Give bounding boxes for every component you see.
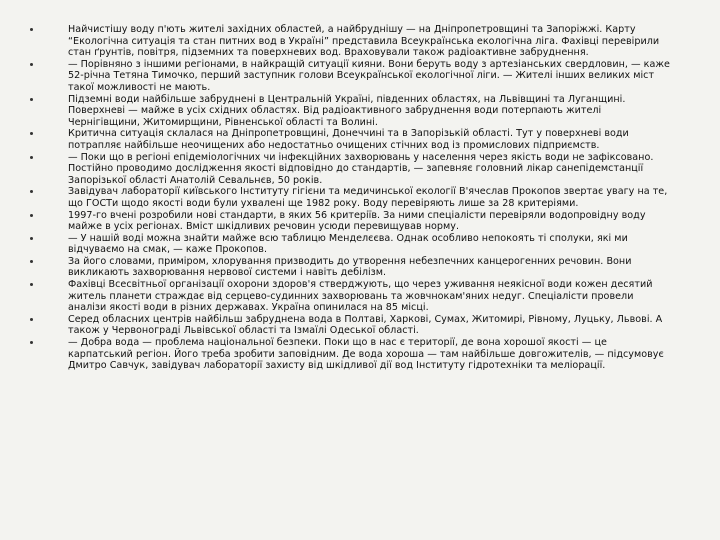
bullet-icon <box>30 63 33 66</box>
bullet-text: — Поки що в регіоні епідеміологічних чи інфекційних захворювань у населення через якість води не зафіксовано. Постійно проводимо дослідження якості відповідно до стандартів, — запевняє головний лікар санепідемстанції Запорізької області Анатолій Севальнєв, 50 років. <box>68 151 654 186</box>
bullet-text: Підземні води найбільше забруднені в Центральній Україні, південних областях, на Львівщині та Луганщині. Поверхневі — майже в усіх східних областях. Від радіоактивного забруднення води потерпають жителі Чернігівщини, Житомирщини, Рівненської області та Волині. <box>68 93 626 128</box>
bullet-item <box>30 59 670 94</box>
bullet-item <box>30 152 670 187</box>
bullet-item <box>30 233 670 256</box>
bullet-icon <box>30 283 33 286</box>
bullet-icon <box>30 156 33 159</box>
bullet-icon <box>30 318 33 321</box>
bullet-icon <box>30 190 33 193</box>
bullet-item <box>30 94 670 129</box>
bullet-text: Критична ситуація склалася на Дніпропетровщині, Донеччині та в Запорізькій області. Тут у поверхневі води потрапляє найбільше неочищених або недостатньо очищених стічних вод із промислових підприємств. <box>68 128 629 151</box>
bullet-text: — У нашій воді можна знайти майже всю таблицю Менделєєва. Однак особливо непокоять ті сполуки, які ми відчуваємо на смак, — каже Прокопов. <box>68 232 628 256</box>
bullet-icon <box>30 214 33 217</box>
bullet-text: Серед обласних центрів найбільш забруднена вода в Полтаві, Харкові, Сумах, Житомирі, Рівному, Луцьку, Львові. А також у Червоноградi Львівської області та Ізмаїлі Одеської області. <box>68 313 663 337</box>
bullet-item <box>30 279 670 314</box>
bullet-icon <box>30 28 33 31</box>
bullet-icon <box>30 341 33 344</box>
bullet-list <box>30 24 670 372</box>
bullet-text: За його словами, приміром, хлорування призводить до утворення небезпечних канцерогенних речовин. Вони викликають захворювання нервової системи і навіть дебілізм. <box>68 255 632 279</box>
bullet-item <box>30 24 670 59</box>
bullet-text: — Порівняно з іншими регіонами, в найкращій ситуації кияни. Вони беруть воду з артезіанських свердловин, — каже 52-річна Тетяна Тимочко, перший заступник голови Всеукраїнської екологічної ліги. — Жителі інших великих міст такої можливості не мають. <box>68 58 670 93</box>
bullet-text: 1997-го вчені розробили нові стандарти, в яких 56 критеріїв. За ними спеціалісти перевіряли водопровідну воду майже в усіх регіонах. Вміст шкідливих речовин усюди перевищував норму. <box>68 209 646 233</box>
bullet-icon <box>30 132 33 135</box>
bullet-icon <box>30 260 33 263</box>
bullet-item <box>30 186 670 209</box>
bullet-text: Найчистішу воду п'ють жителі західних областей, а найбруднішу — на Дніпропетровщині та Запоріжжі. Карту “Екологічна ситуація та стан питних вод в Україні” представила Всеукраїнська екологічна ліга. Фахівці перевірили стан ґрунтів, повітря, підземних та поверхневих вод. Враховували також радіоактивне забруднення. <box>68 24 660 59</box>
bullet-icon <box>30 237 33 240</box>
bullet-item <box>30 256 670 279</box>
bullet-icon <box>30 98 33 101</box>
bullet-text: — Добра вода — проблема національної безпеки. Поки що в нас є території, де вона хорошої якості — це карпатський регіон. Його треба зробити заповідним. Де вода хороша — там найбільше довгожителів, — підсумовує Дмитро Савчук, завідувач лабораторії захисту від шкідливої дії вод Інституту гідротехніки та меліорації. <box>68 337 664 372</box>
bullet-text: Завідувач лабораторії київського Інституту гігієни та медичинської екології В'ячеслав Прокопов звертає увагу на те, що ГОСТи щодо якості води були ухвалені ще 1982 року. Воду перевіряють лише за 28 критеріями. <box>68 186 668 209</box>
bullet-item <box>30 210 670 233</box>
bullet-item <box>30 314 670 337</box>
bullet-item <box>30 128 670 151</box>
bullet-item <box>30 337 670 372</box>
bullet-text: Фахівці Всесвітньої організації охорони здоров'я стверджують, що через уживання неякісної води кожен десятий житель планети страждає від серцево-судинних захворювань та жовчнокам'яних недуг. Спеціалісти провели аналізи якості води в різних державах. Україна опинилася на 85 місці. <box>68 279 653 314</box>
